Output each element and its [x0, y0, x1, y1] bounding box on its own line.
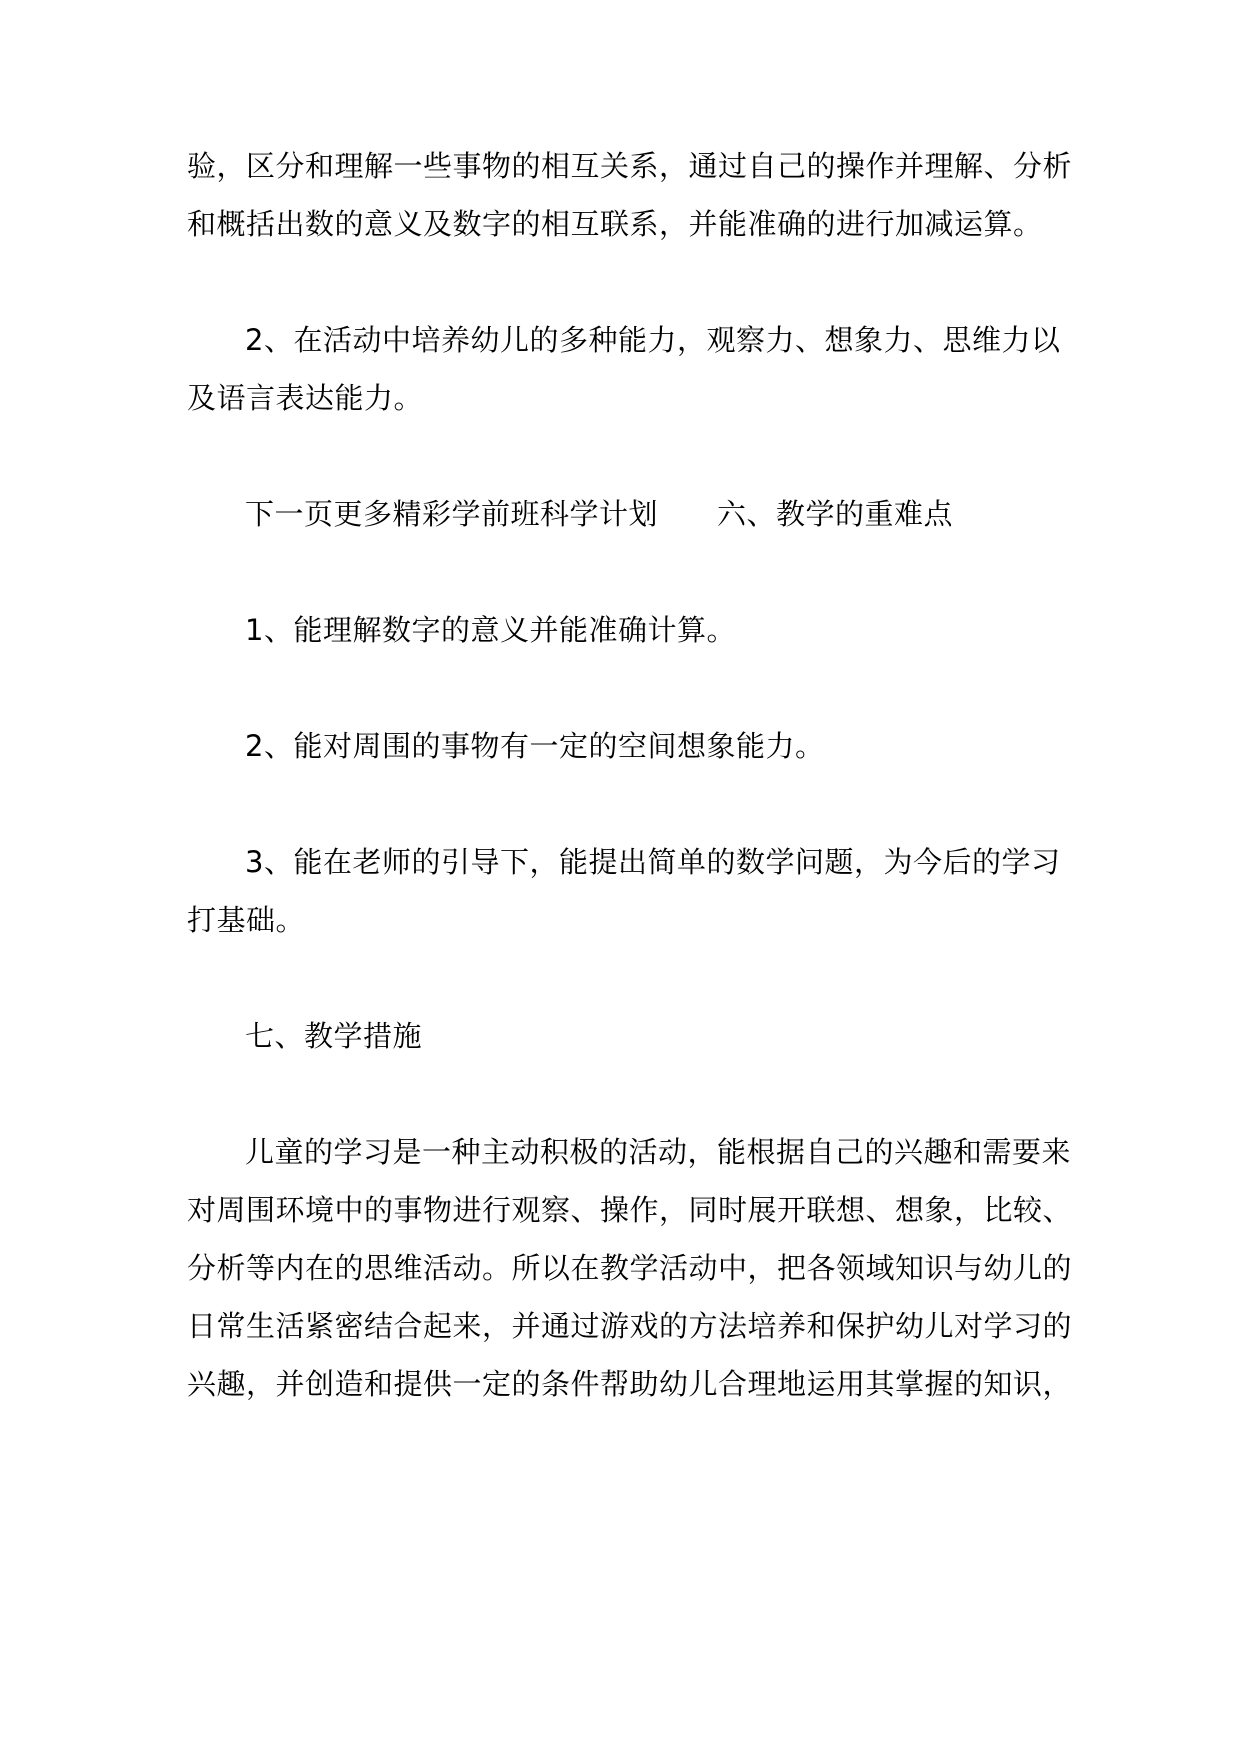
text-line: 1、能理解数字的意义并能准确计算。 — [245, 613, 736, 647]
text-line: 对周围环境中的事物进行观察、操作，同时展开联想、想象，比较、 — [187, 1193, 1073, 1227]
text-line: 兴趣，并创造和提供一定的条件帮助幼儿合理地运用其掌握的知识， — [187, 1367, 1073, 1401]
paragraph-measures — [187, 1123, 1073, 1413]
section-6-heading — [187, 485, 1067, 543]
paragraph-goal-2 — [187, 311, 1067, 427]
text-line: 日常生活紧密结合起来，并通过游戏的方法培养和保护幼儿对学习的 — [187, 1309, 1073, 1343]
text-line: 2、在活动中培养幼儿的多种能力，观察力、想象力、思维力以 — [245, 323, 1061, 357]
text-line: 2、能对周围的事物有一定的空间想象能力。 — [245, 729, 825, 763]
text-line: 3、能在老师的引导下，能提出简单的数学问题，为今后的学习 — [245, 845, 1061, 879]
text-line: 和概括出数的意义及数字的相互联系，并能准确的进行加减运算。 — [187, 207, 1043, 241]
text-line: 及语言表达能力。 — [187, 381, 424, 415]
text-line: 下一页更多精彩学前班科学计划 六、教学的重难点 — [245, 497, 954, 531]
paragraph-key-point-3 — [187, 833, 1067, 949]
paragraph-key-point-2 — [187, 717, 1067, 775]
text-line: 七、教学措施 — [245, 1019, 423, 1053]
section-7-heading — [187, 1007, 1067, 1065]
paragraph-intro-continued — [187, 137, 1073, 253]
text-line: 分析等内在的思维活动。所以在教学活动中，把各领域知识与幼儿的 — [187, 1251, 1073, 1285]
text-line: 儿童的学习是一种主动积极的活动，能根据自己的兴趣和需要来 — [245, 1135, 1072, 1169]
text-line: 验，区分和理解一些事物的相互关系，通过自己的操作并理解、分析 — [187, 149, 1073, 183]
text-line: 打基础。 — [187, 903, 306, 937]
paragraph-key-point-1 — [187, 601, 1067, 659]
